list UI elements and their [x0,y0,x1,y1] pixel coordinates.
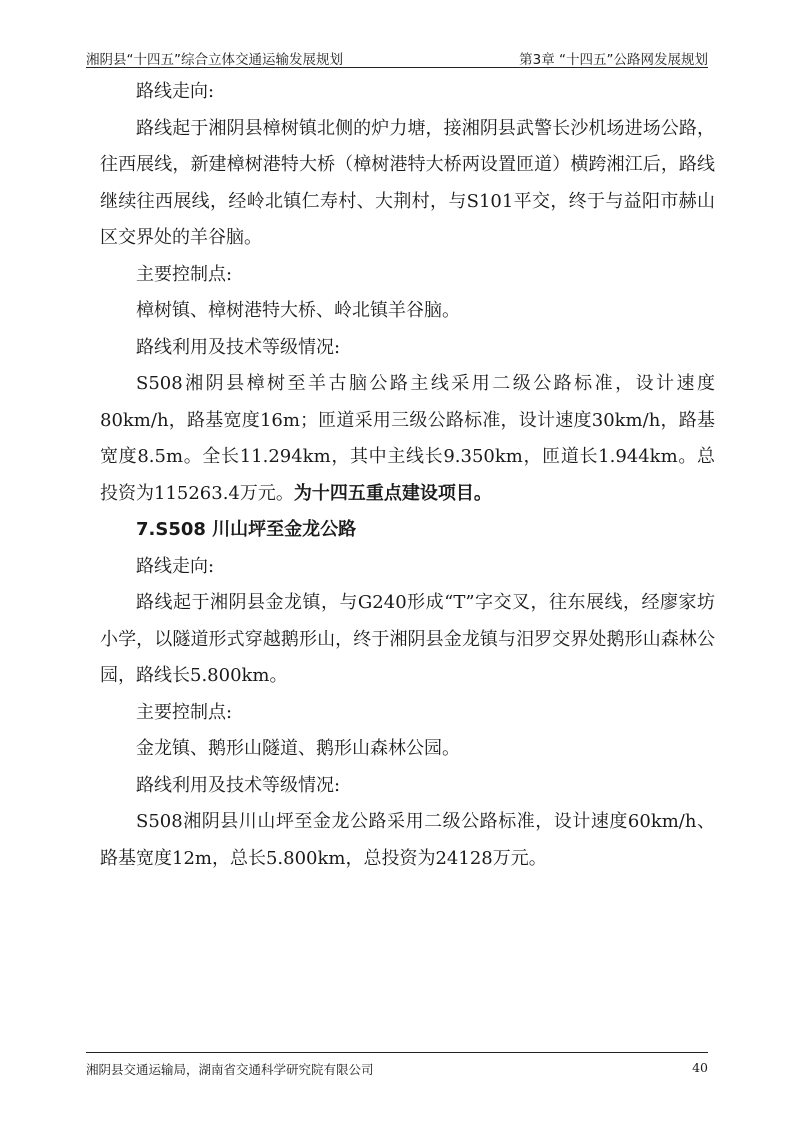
s2-tech-text: S508湘阴县川山坪至金龙公路采用二级公路标准，设计速度60km/h、路基宽度12m，总长5.800km，总投资为24128万元。 [100,811,715,869]
header-chapter-title: 第3章 “十四五”公路网发展规划 [519,52,708,68]
section-heading: 7.S508 川山坪至金龙公路 [136,519,357,540]
s1-tech-text: S508湘阴县樟树至羊古脑公路主线采用二级公路标准，设计速度80km/h，路基宽度16m；匝道采用三级公路标准，设计速度30km/h，路基宽度8.5m。全长11.294km，其中主线长9.350km，匝道长1.944km。总投资为115263.4万元。 [100,373,715,504]
s2-route-label: 路线走向: [136,555,215,577]
s2-route-text: 路线起于湘阴县金龙镇，与G240形成“T”字交叉，往东展线，经廖家坊小学，以隧道形式穿越鹅形山，终于湘阴县金龙镇与汨罗交界处鹅形山森林公园，路线长5.800km。 [100,592,715,686]
s1-control-text: 樟树镇、樟树港特大桥、岭北镇羊谷脑。 [136,300,460,321]
s1-control-label: 主要控制点: [136,263,233,285]
s1-key-project-note: 为十四五重点建设项目。 [293,482,492,504]
header-rule [86,67,708,68]
s1-tech-paragraph [100,366,715,512]
page-footer [86,1052,708,1082]
s1-tech-label: 路线利用及技术等级情况: [136,336,341,358]
header-document-title: 湘阴县“十四五”综合立体交通运输发展规划 [86,52,343,68]
footer-rule [86,1052,708,1053]
s2-control-label: 主要控制点: [136,701,233,723]
s1-route-label: 路线走向: [136,81,215,102]
s1-route-text: 路线起于湘阴县樟树镇北侧的炉力塘，接湘阴县武警长沙机场进场公路，往西展线，新建樟树港特大桥（樟树港特大桥两设置匝道）横跨湘江后，路线继续往西展线，经岭北镇仁寿村、大荆村，与S101平交，终于与益阳市赫山区交界处的羊谷脑。 [100,117,715,248]
page-number: 40 [692,1060,708,1075]
footer-organization: 湘阴县交通运输局，湖南省交通科学研究院有限公司 [86,1062,374,1077]
page-body [100,74,715,877]
page-header [86,44,708,68]
s2-control-text: 金龙镇、鹅形山隧道、鹅形山森林公园。 [136,738,460,759]
s2-tech-label: 路线利用及技术等级情况: [136,774,341,796]
